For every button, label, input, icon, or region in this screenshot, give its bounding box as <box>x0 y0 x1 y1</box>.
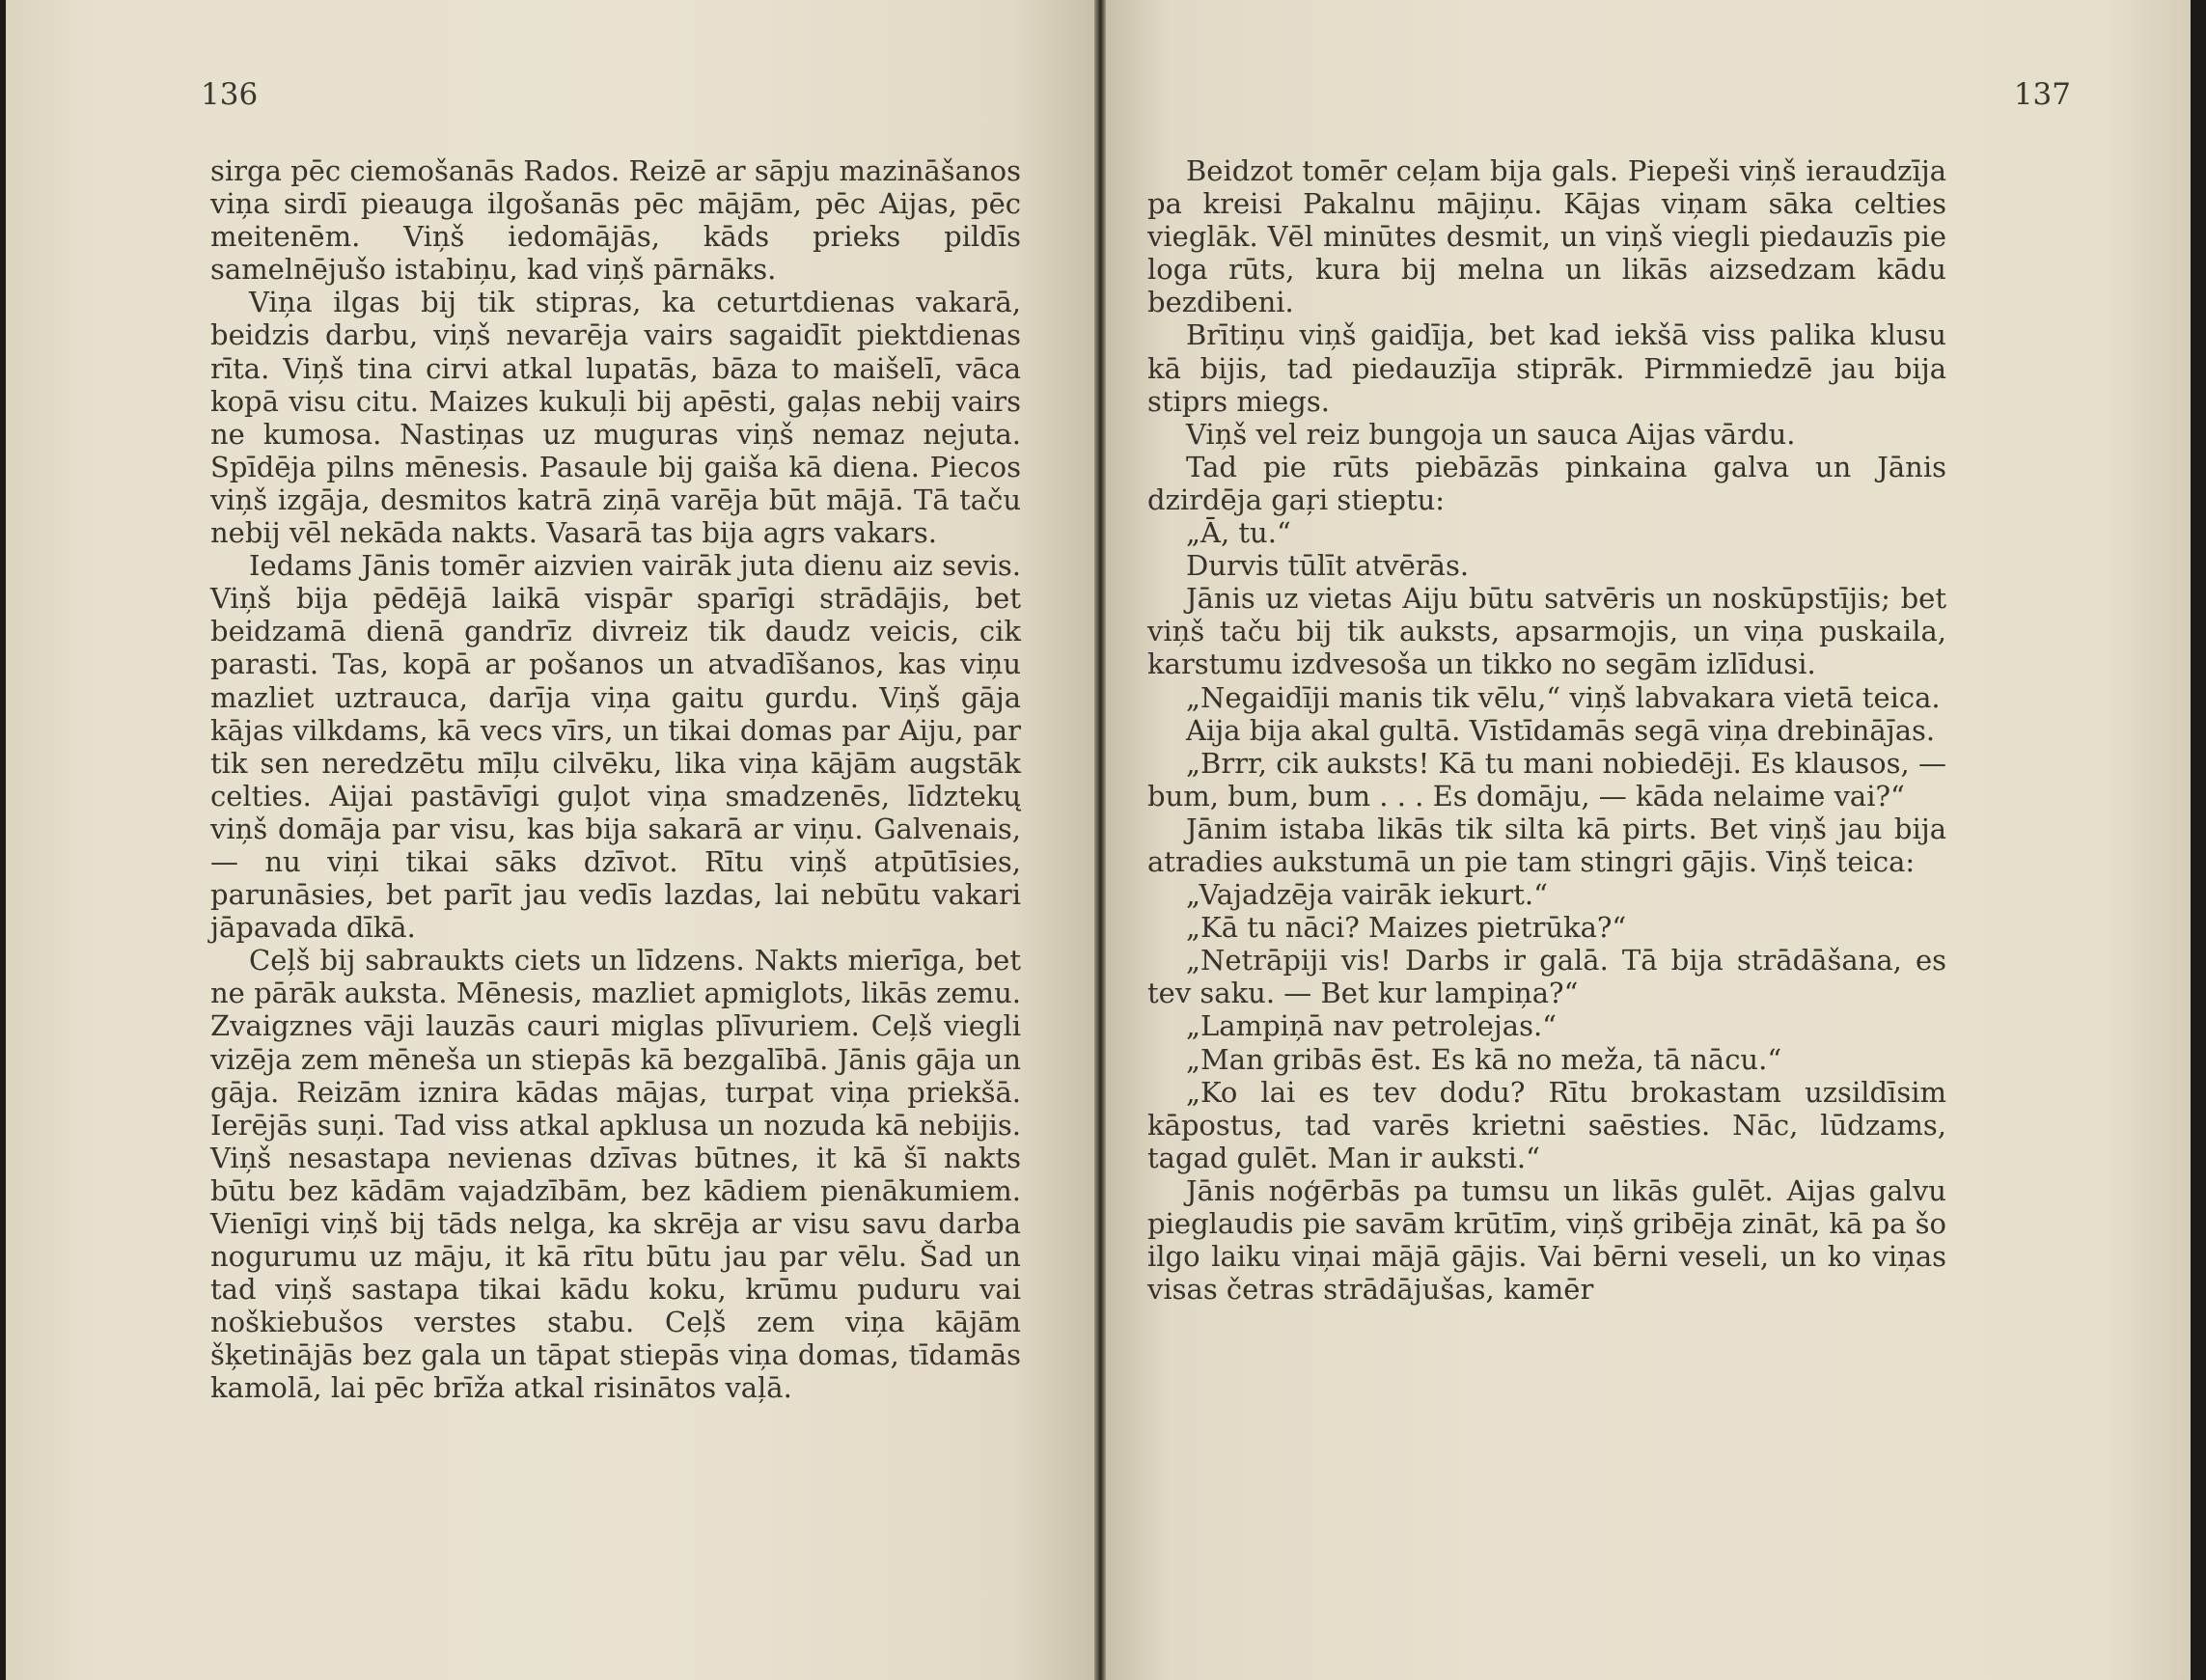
paragraph: Viņa ilgas bij tik stipras, ka ceturtdienas vakarā, beidzis darbu, viņš nevarēja vairs sagaidīt piektdienas rīta. Viņš tina cirvi atkal lupatās, bāza to maišelī, vāca kopā visu citu. Maizes kukuļi bij apēsti, gaļas nebij vairs ne kumosa. Nastiņas uz muguras viņš nemaz nejuta. Spīdēja pilns mēnesis. Pasaule bij gaiša kā diena. Piecos viņš izgāja, desmitos katrā ziņā varēja būt mājā. Tā taču nebij vēl nekāda nakts. Vasarā tas bija agrs vakars. <box>210 286 1021 550</box>
right-text-column <box>1147 154 1946 1306</box>
paragraph: sirga pēc ciemošanās Rados. Reizē ar sāpju mazināšanos viņa sirdī pieauga ilgošanās pēc mājām, pēc Aijas, pēc meitenēm. Viņš iedomājās, kāds prieks pildīs samelnējušo istabiņu, kad viņš pārnāks. <box>210 154 1021 287</box>
paragraph: „Vajadzēja vairāk iekurt.“ <box>1186 878 1548 912</box>
paragraph: „Brrr, cik auksts! Kā tu mani nobiedēji. Es klausos, — bum, bum, bum . . . Es domāju, — kāda nelaime vai?“ <box>1147 746 1946 812</box>
paragraph: Ceļš bij sabraukts ciets un līdzens. Nakts mierīga, bet ne pārāk auksta. Mēnesis, mazliet apmiglots, likās zemu. Zvaigznes vāji lauzās cauri miglas plīvuriem. Ceļš viegli vizēja zem mēneša un stiepās kā bezgalībā. Jānis gāja un gāja. Reizām iznira kādas mājas, turpat viņa priekšā. Ierējās suņi. Tad viss atkal apklusa un nozuda kā nebijis. Viņš nesastapa nevienas dzīvas būtnes, it kā šī nakts būtu bez kādām vajadzībām, bez kādiem pienākumiem. Vienīgi viņš bij tāds nelga, ka skrēja ar visu savu darba nogurumu uz māju, it kā rītu būtu jau par vēlu. Šad un tad viņš sastapa tikai kādu koku, krūmu puduru vai noškiebušos verstes stabu. Ceļš zem viņa kājām šķetinājās bez gala un tāpat stiepās viņa domas, tīdamās kamolā, lai pēc brīža atkal risinātos vaļā. <box>210 944 1021 1405</box>
paragraph: Durvis tūlīt atvērās. <box>1186 549 1470 583</box>
paragraph: „Ā, tu.“ <box>1186 516 1291 550</box>
paragraph: „Man gribās ēst. Es kā no meža, tā nācu.“ <box>1186 1042 1782 1076</box>
paragraph: „Negaidīji manis tik vēlu,“ viņš labvakara vietā teica. <box>1186 680 1941 714</box>
paragraph: „Lampiņā nav petrolejas.“ <box>1186 1009 1558 1043</box>
paragraph: Beidzot tomēr ceļam bija gals. Piepeši viņš ieraudzīja pa kreisi Pakalnu mājiņu. Kājas viņam sāka celties vieglāk. Vēl minūtes desmit, un viņš viegli piedauzīs pie loga rūts, kura bij melna un likās aizsedzam kādu bezdibeni. <box>1147 154 1946 319</box>
page-number-left: 136 <box>201 77 259 112</box>
paragraph: Jānis uz vietas Aiju būtu satvēris un noskūpstījis; bet viņš taču bij tik auksts, apsarmojis, un viņa puskaila, karstumu izdvesoša un tikko no segām izlīdusi. <box>1147 582 1946 681</box>
right-page <box>1106 0 2191 1680</box>
book-gutter <box>1094 0 1106 1680</box>
paragraph: Aija bija akal gultā. Vīstīdamās segā viņa drebināj̄as. <box>1186 713 1936 747</box>
left-page <box>6 0 1094 1680</box>
paragraph: Viņš vel reiz bungoja un sauca Aijas vārdu. <box>1186 417 1796 451</box>
left-text-column <box>210 154 1021 1405</box>
paragraph: „Kā tu nāci? Maizes pietrūka?“ <box>1186 911 1627 945</box>
paragraph: Tad pie rūts piebāzās pinkaina galva un Jānis dzirdēja gaŗi stieptu: <box>1147 450 1946 516</box>
page-number-right: 137 <box>2013 77 2071 112</box>
paragraph: „Netrāpiji vis! Darbs ir galā. Tā bija strādāšana, es tev saku. — Bet kur lampiņa?“ <box>1147 944 1946 1010</box>
paragraph: Jānis noģērbās pa tumsu un likās gulēt. Aijas galvu pieglaudis pie savām krūtīm, viņš gribēja zināt, kā pa šo ilgo laiku viņai mājā gājis. Vai bērni veseli, un ko viņas visas četras strādājušas, kamēr <box>1147 1173 1946 1307</box>
paragraph: Brītiņu viņš gaidīja, bet kad iekšā viss palika klusu kā bijis, tad piedauzīja stiprāk. Pirmmiedzē jau bija stiprs miegs. <box>1147 318 1946 418</box>
paragraph: Jānim istaba likās tik silta kā pirts. Bet viņš jau bija atradies aukstumā un pie tam stingri gājis. Viņš teica: <box>1147 812 1946 878</box>
paragraph: „Ko lai es tev dodu? Rītu brokastam uzsildīsim kāpostus, tad varēs krietni saēsties. Nāc, lūdzams, tagad gulēt. Man ir auksti.“ <box>1147 1075 1946 1174</box>
paragraph: Iedams Jānis tomēr aizvien vairāk juta dienu aiz sevis. Viņš bija pēdējā laikā vispār sparīgi strādājis, bet beidzamā dienā gandrīz divreiz tik daudz veicis, cik parasti. Tas, kopā ar pošanos un atvadīšanos, kas viņu mazliet uztrauca, darīja viņa gaitu gurdu. Viņš gāja kājas vilkdams, kā vecs vīrs, un tikai domas par Aiju, par tik sen neredzētu mīļu cilvēku, lika viņa kājām augstāk celties. Aijai pastāvīgi guļot viņa smadzenēs, līdztekų viņš domāja par visu, kas bija sakarā ar viņu. Galvenais, — nu viņi tikai sāks dzīvot. Rītu viņš atpūtīsies, parunāsies, bet parīt jau vedīs lazdas, lai nebūtu vakari jāpavada dīkā. <box>210 549 1021 945</box>
